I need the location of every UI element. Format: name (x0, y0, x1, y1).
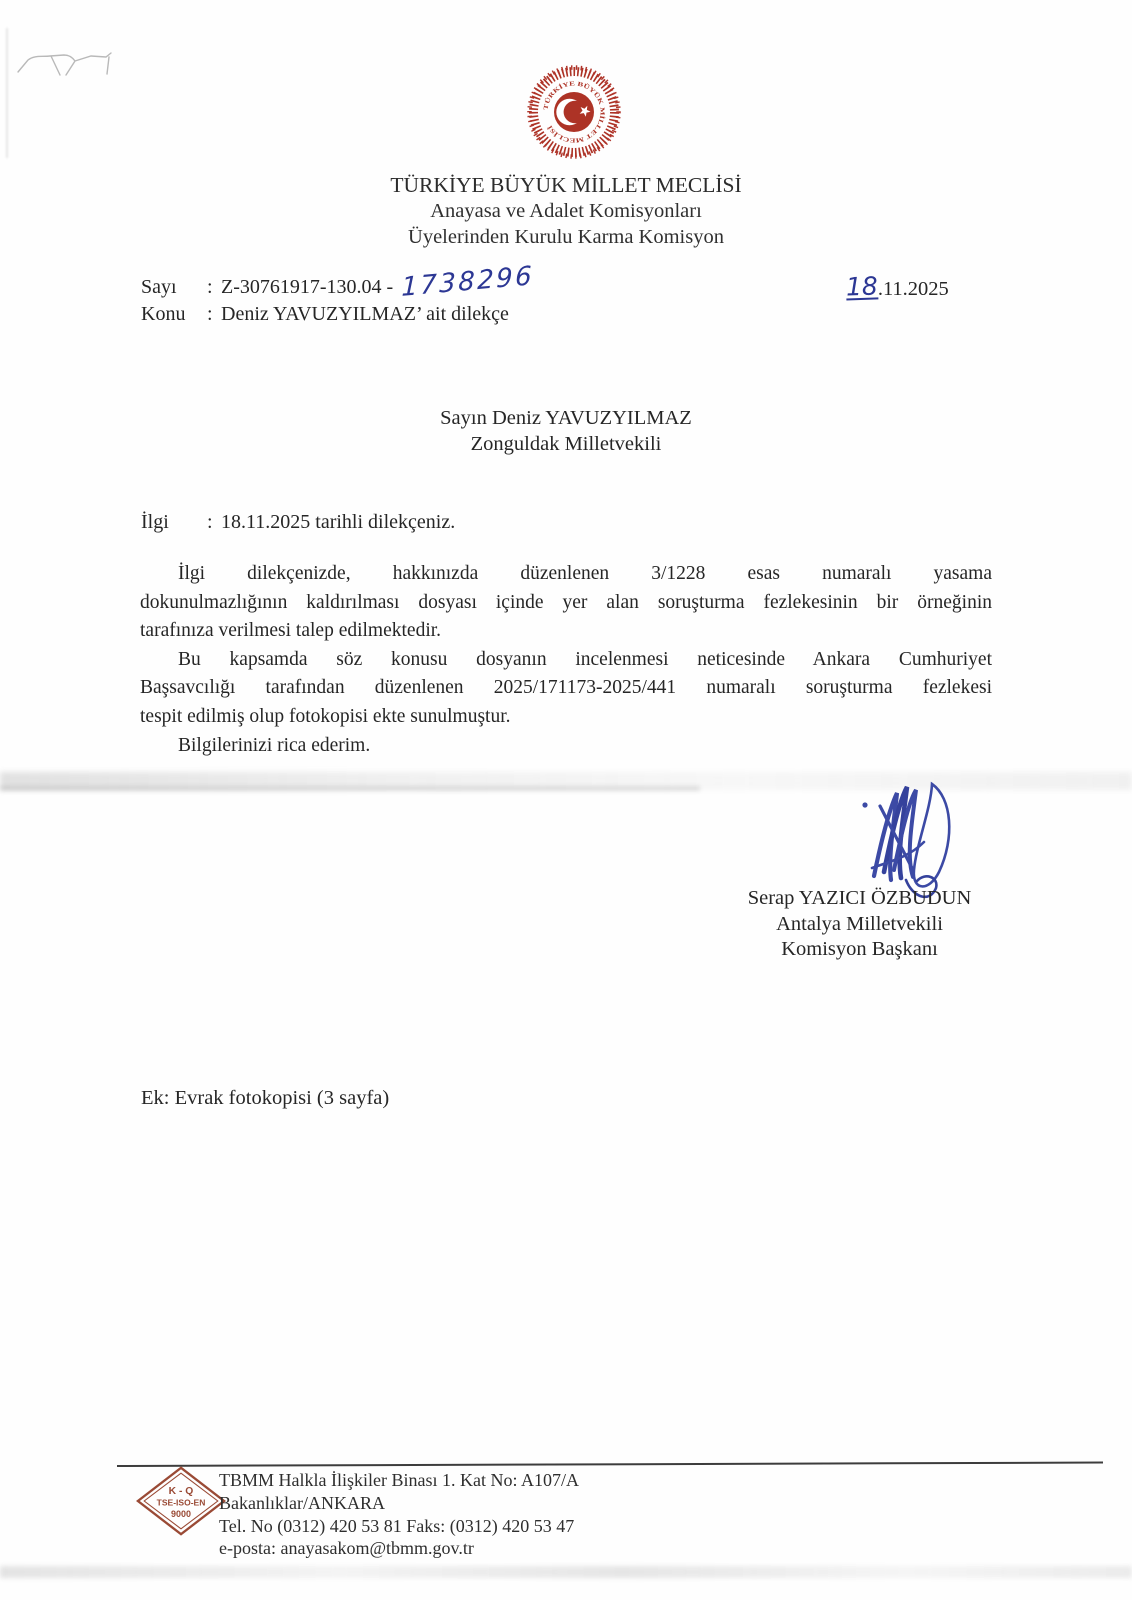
tse-iso-9000-logo (136, 1466, 226, 1536)
logo-tse-text: TSE-ISO-EN (156, 1497, 206, 1508)
signer-block (712, 886, 1007, 963)
org-subtitle-2: Üyelerinden Kurulu Karma Komisyon (408, 226, 724, 248)
org-subtitle-1: Anayasa ve Adalet Komisyonları (430, 200, 702, 222)
recipient-name: Sayın Deniz YAVUZYILMAZ (440, 407, 692, 429)
pencil-squiggle-artifact (16, 44, 131, 89)
attachment-note: Ek: Evrak fotokopisi (3 sayfa) (141, 1087, 390, 1109)
date (845, 271, 949, 303)
tbmm-emblem (524, 62, 624, 162)
sayi-row (141, 261, 535, 303)
sayi-label: Sayı (141, 276, 177, 298)
letterhead (0, 172, 1132, 250)
logo-kq-text: K - Q (168, 1485, 194, 1497)
scan-bottom-artifact (0, 1566, 1132, 1578)
konu-value: Deniz YAVUZYILMAZ’ ait dilekçe (221, 303, 509, 325)
paragraph1-line: dokunulmazlığının kaldırılması dosyası içinde yer alan soruşturma fezlekesinin bir örneğinin (140, 591, 992, 613)
sayi-value-printed: Z-30761917-130.04 - (221, 276, 394, 298)
signer-name: Serap YAZICI ÖZBUDUN (747, 887, 972, 909)
reference-label: İlgi (141, 511, 169, 533)
footer-divider (117, 1462, 1103, 1467)
document-meta (141, 261, 535, 328)
konu-colon: : (207, 303, 213, 325)
logo-9000-text: 9000 (171, 1509, 191, 1520)
konu-label: Konu (141, 303, 186, 325)
recipient-title: Zonguldak Milletvekili (470, 432, 662, 455)
recipient (0, 406, 1132, 457)
signer-title-2: Komisyon Başkanı (781, 938, 938, 960)
closing-line: Bilgilerinizi rica ederim. (178, 734, 371, 756)
letter-body (140, 560, 992, 760)
signer-title-1: Antalya Milletvekili (776, 912, 943, 935)
handwritten-signature (836, 772, 966, 904)
date-printed: .11.2025 (877, 278, 949, 300)
reference-row (141, 509, 455, 535)
emblem-ring-text: TÜRKİYE BÜYÜK MİLLET MECLİSİ (542, 80, 606, 144)
reference-value: 18.11.2025 tarihli dilekçeniz. (221, 511, 456, 533)
footer-contact (219, 1469, 579, 1560)
footer-address-line1: TBMM Halkla İlişkiler Binası 1. Kat No: A107/A (219, 1470, 579, 1490)
paragraph1-line: tarafınıza verilmesi talep edilmektedir. (140, 620, 442, 642)
date-day-handwritten: 18 (845, 271, 879, 302)
sayi-value-handwritten: 1738296 (401, 261, 535, 303)
konu-row (141, 301, 535, 328)
footer-address-line2: Bakanlıklar/ANKARA (219, 1492, 385, 1513)
paragraph2-line: Başsavcılığı tarafından düzenlenen 2025/171173-2025/441 numaralı soruşturma fezlekesi (140, 677, 992, 699)
org-title: TÜRKİYE BÜYÜK MİLLET MECLİSİ (390, 173, 742, 197)
scan-edge-artifact (6, 28, 8, 158)
paragraph1-line: İlgi dilekçenizde, hakkınızda düzenlenen 3/1228 esas numaralı yasama (178, 563, 992, 584)
footer-phone: Tel. No (0312) 420 53 81 Faks: (0312) 420 53 47 (219, 1515, 575, 1536)
sayi-colon: : (207, 276, 213, 298)
paragraph2-line: tespit edilmiş olup fotokopisi ekte sunulmuştur. (140, 705, 511, 727)
paragraph2-line: Bu kapsamda söz konusu dosyanın incelenmesi neticesinde Ankara Cumhuriyet (178, 648, 992, 670)
footer-email: e-posta: anayasakom@tbmm.gov.tr (219, 1538, 474, 1559)
reference-colon: : (207, 511, 213, 533)
scan-band-artifact-dark (0, 786, 700, 791)
